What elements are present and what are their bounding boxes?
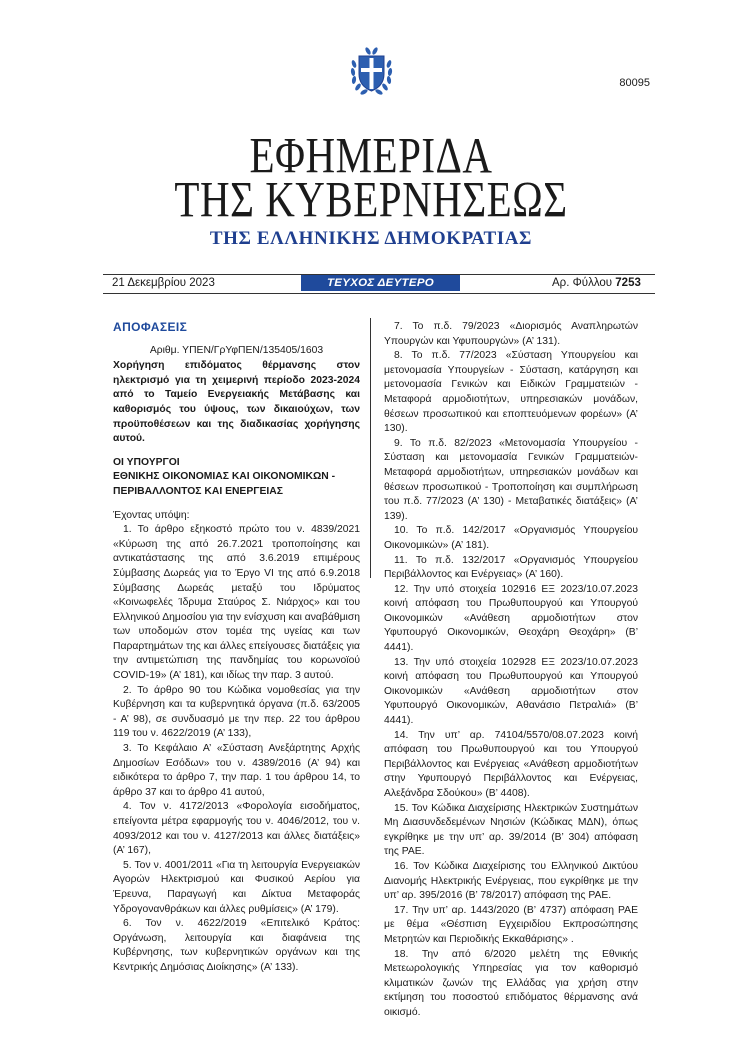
gazette-title-line1: ΕΦΗΜΕΡΙΔΑ bbox=[249, 126, 493, 184]
ministers-line: ΠΕΡΙΒΑΛΛΟΝΤΟΣ ΚΑΙ ΕΝΕΡΓΕΙΑΣ bbox=[113, 485, 283, 497]
header-rule-bottom bbox=[103, 293, 655, 294]
recital-item: 1. Το άρθρο εξηκοστό πρώτο του ν. 4839/2021 «Κύρωση της από 26.7.2021 τροποποίησης και αντικατάστασης της από 3.6.2019 επιμέρους Σύμβασης Δωρεάς για το Έργο VI της από 6.9.2018 Σύμβασης Δωρεάς μεταξύ του Ιδρύματος «Κοινωφελές Ίδρυμα Σταύρος Σ. Νιάρχος» και του Ελληνικού Δημοσίου για την ενίσχυση και αναβάθμιση των υποδομών στον τομέα της υγείας και των Παραρτημάτων της και άλλες επείγουσες διατάξεις για την αντιμετώπιση της πανδημίας του κορωνοϊού COVID-19» (Α’ 181), και ιδίως την παρ. 3 αυτού. bbox=[113, 524, 360, 682]
recital-item: 9. Το π.δ. 82/2023 «Μετονομασία Υπουργείου - Σύσταση και μετονομασία Γενικών Γραμματειών- Μεταφορά αρμοδιοτήτων, υπηρεσιακών μονάδων και θέσεων προσωπικού - Τροποποίηση και συμπλήρωση του π.δ. 77/2023 (Α’ 130) - Μεταβατικές διατάξεις» (Α’ 139). bbox=[384, 437, 638, 522]
recital-item: 8. Το π.δ. 77/2023 «Σύσταση Υπουργείου και μετονομασία Υπουργείων - Σύσταση, κατάργηση και μετονομασία Γενικών και Ειδικών Γραμματειών - Μεταφορά αρμοδιοτήτων, υπηρεσιακών μονάδων, θέσεων προσωπικού και εποπτευόμενων φορέων» (Α’ 130). bbox=[384, 350, 638, 435]
recital-item: 2. Το άρθρο 90 του Κώδικα νομοθεσίας για την Κυβέρνηση και τα κυβερνητικά όργανα (π.δ. 63/2005 - Α’ 98), σε συνδυασμό με την περ. 22 του άρθρου 119 του ν. 4622/2019 (Α’ 133), bbox=[113, 684, 360, 740]
left-column bbox=[113, 320, 360, 976]
issue-date: 21 Δεκεμβρίου 2023 bbox=[112, 277, 215, 289]
page-number: 80095 bbox=[619, 77, 650, 89]
recital-item: 14. Την υπ’ αρ. 74104/5570/08.07.2023 κοινή απόφαση του Πρωθυπουργού και του Υπουργού Περιβάλλοντος και Ενέργειας «Ανάθεση αρμοδιοτήτων στην Υφυπουργό Περιβάλλοντος και Ενέργειας, Αλεξάνδρα Σδούκου» (Β’ 4408). bbox=[384, 729, 638, 799]
recital-item: 7. Το π.δ. 79/2023 «Διορισμός Αναπληρωτών Υπουργών και Υφυπουργών» (Α’ 131). bbox=[384, 321, 638, 347]
recital-item: 3. Το Κεφάλαιο Α’ «Σύσταση Ανεξάρτητης Αρχής Δημοσίων Εσόδων» του ν. 4389/2016 (Α’ 94) και ειδικότερα το άρθρο 7, την παρ. 1 του άρθρου 14, το άρθρο 37 και το άρθρο 41 αυτού, bbox=[113, 743, 360, 798]
having-considered: Έχοντας υπόψη: bbox=[113, 509, 190, 521]
gazette-title-line2: ΤΗΣ ΚΥΒΕΡΝΗΣΕΩΣ bbox=[174, 170, 568, 228]
recital-item: 17. Την υπ’ αρ. 1443/2020 (Β’ 4737) απόφαση ΡΑΕ με θέμα «Θέσπιση Εγχειριδίου Εκπροσώπησης Μετρητών και Περιοδικής Εκκαθάρισης» . bbox=[384, 904, 638, 945]
recital-item: 13. Την υπό στοιχεία 102928 ΕΞ 2023/10.07.2023 κοινή απόφαση του Πρωθυπουργού και Υπουργού Οικονομικών «Ανάθεση αρμοδιοτήτων στον Υφυπουργό Οικονομικών, Αθανάσιο Πετραλιά» (Β’ 4441). bbox=[384, 656, 638, 727]
recital-item: 15. Τον Κώδικα Διαχείρισης Ηλεκτρικών Συστημάτων Μη Διασυνδεδεμένων Νησιών (Κώδικας ΜΔΝ), όπως εγκρίθηκε με την υπ’ αρ. 39/2014 (Β’ 304) απόφαση της ΡΑΕ. bbox=[384, 802, 638, 858]
recital-item: 10. Το π.δ. 142/2017 «Οργανισμός Υπουργείου Οικονομικών» (Α’ 181). bbox=[384, 525, 638, 551]
sheet-value: 7253 bbox=[615, 277, 641, 289]
recital-item: 11. Το π.δ. 132/2017 «Οργανισμός Υπουργείου Περιβάλλοντος και Ενέργειας» (Α’ 160). bbox=[384, 554, 638, 581]
recital-item: 12. Την υπό στοιχεία 102916 ΕΞ 2023/10.07.2023 κοινή απόφαση του Πρωθυπουργού και Υπουργού Οικονομικών «Ανάθεση αρμοδιοτήτων στον Υφυπουργό Οικονομικών, Θεοχάρη Θεοχάρη» (Β’ 4441). bbox=[384, 583, 638, 654]
recital-item: 6. Τον ν. 4622/2019 «Επιτελικό Κράτος: Οργάνωση, λειτουργία και διαφάνεια της Κυβέρνησης, των κυβερνητικών οργάνων και της Κεντρικής Δημόσιας Διοίκησης» (Α’ 133). bbox=[113, 918, 360, 973]
ministers-block bbox=[113, 456, 360, 500]
right-column bbox=[384, 320, 638, 1021]
recital-item: 18. Την από 6/2020 μελέτη της Εθνικής Μετεωρολογικής Υπηρεσίας για τον καθορισμό κλιματικών ζωνών της Ελλάδας για χρήση στην εκτίμηση του ποσοστού επιδόματος θέρμανσης ανά οικισμό. bbox=[384, 948, 638, 1018]
sheet-label: Αρ. Φύλλου bbox=[552, 277, 613, 289]
ministers-line: ΕΘΝΙΚΗΣ ΟΙΚΟΝΟΜΙΑΣ ΚΑΙ ΟΙΚΟΝΟΜΙΚΩΝ - bbox=[113, 471, 336, 483]
reference-number: Αριθμ. ΥΠΕΝ/ΓρΥφΠΕΝ/135405/1603 bbox=[149, 344, 324, 356]
ministers-line: ΟΙ ΥΠΟΥΡΓΟΙ bbox=[113, 456, 180, 468]
decision-title: Χορήγηση επιδόματος θέρμανσης στον ηλεκτρισμό για τη χειμερινή περίοδο 2023-2024 από το Ταμείο Ενεργειακής Μετάβασης και καθορισμός του ύψους, των δικαιούχων, των προϋποθέσεων και της διαδικασίας χορήγησης αυτού. bbox=[113, 360, 360, 445]
recital-item: 16. Τον Κώδικα Διαχείρισης του Ελληνικού Δικτύου Διανομής Ηλεκτρικής Ενέργειας, που εγκρίθηκε με την υπ’ αρ. 395/2016 (Β’ 78/2017) απόφαση της ΡΑΕ. bbox=[384, 860, 638, 902]
sheet-number bbox=[552, 277, 641, 289]
gazette-subtitle: ΤΗΣ ΕΛΛΗΝΙΚΗΣ ΔΗΜΟΚΡΑΤΙΑΣ bbox=[209, 228, 533, 249]
recital-item: 4. Τον ν. 4172/2013 «Φορολογία εισοδήματος, επείγοντα μέτρα εφαρμογής του ν. 4046/2012, του ν. 4093/2012 και του ν. 4127/2013 και άλλες διατάξεις» (Α’ 167), bbox=[113, 801, 360, 857]
column-divider bbox=[370, 318, 371, 578]
issue-badge: ΤΕΥΧΟΣ ΔΕΥΤΕΡΟ bbox=[301, 275, 460, 291]
greek-coat-of-arms-icon bbox=[349, 44, 394, 99]
recital-item: 5. Τον ν. 4001/2011 «Για τη λειτουργία Ενεργειακών Αγορών Ηλεκτρισμού και Φυσικού Αερίου για Έρευνα, Παραγωγή και Δίκτυα Μεταφοράς Υδρογονανθράκων και άλλες ρυθμίσεις» (Α’ 179). bbox=[113, 859, 360, 915]
section-heading: ΑΠΟΦΑΣΕΙΣ bbox=[113, 320, 188, 334]
